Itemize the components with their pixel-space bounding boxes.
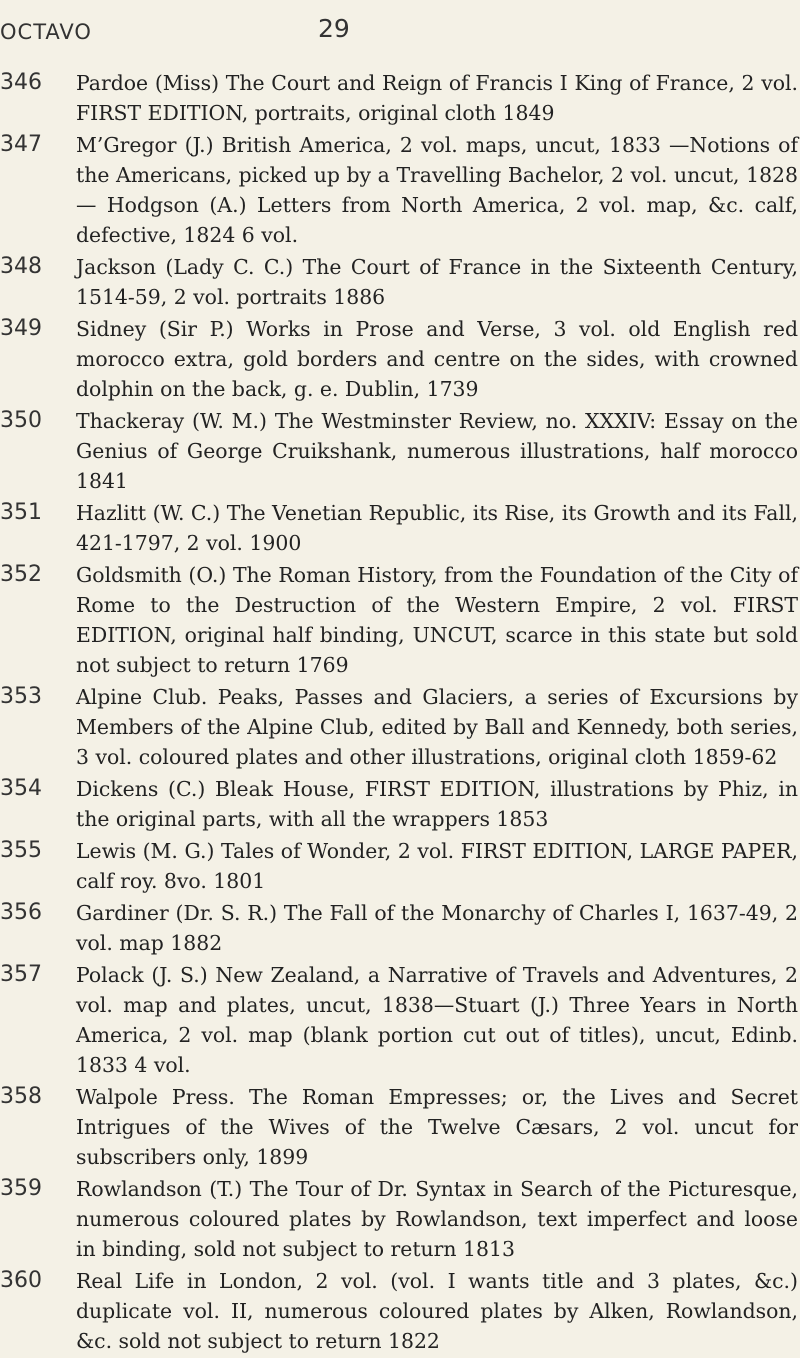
lot-number: 360 <box>0 1268 42 1293</box>
page-number: 29 <box>318 14 350 43</box>
lot-number: 359 <box>0 1176 42 1201</box>
catalogue-entry-360 <box>0 1266 800 1356</box>
lot-description: Walpole Press. The Roman Empresses; or, the Lives and Secret Intrigues of the Wives of the Twelve Cæsars, 2 vol. uncut for subscribers only, 1899 <box>76 1085 798 1169</box>
catalogue-entry-357 <box>0 960 800 1080</box>
lot-description: Sidney (Sir P.) Works in Prose and Verse, 3 vol. old English red morocco extra, gold borders and centre on the sides, with crowned dolphin on the back, g. e. Dublin, 1739 <box>76 317 798 401</box>
lot-number: 350 <box>0 408 42 433</box>
catalogue-entry-358 <box>0 1082 800 1172</box>
catalogue-entry-354 <box>0 774 800 834</box>
lot-description: Gardiner (Dr. S. R.) The Fall of the Monarchy of Charles I, 1637-49, 2 vol. map 1882 <box>76 901 798 955</box>
section-title: OCTAVO <box>0 20 92 44</box>
catalogue-entry-347 <box>0 130 800 250</box>
lot-description: Hazlitt (W. C.) The Venetian Republic, its Rise, its Growth and its Fall, 421-1797, 2 vol. 1900 <box>76 501 798 555</box>
lot-number: 349 <box>0 316 42 341</box>
catalogue-entry-348 <box>0 252 800 312</box>
lot-description: Jackson (Lady C. C.) The Court of France in the Sixteenth Century, 1514-59, 2 vol. portraits 1886 <box>76 255 798 309</box>
lot-description: M’Gregor (J.) British America, 2 vol. maps, uncut, 1833 —Notions of the Americans, picked up by a Travelling Bachelor, 2 vol. uncut, 1828— Hodgson (A.) Letters from North America, 2 vol. map, &c. calf, defective, 1824 6 vol. <box>76 133 798 247</box>
lot-number: 358 <box>0 1084 42 1109</box>
catalogue-entries <box>0 68 800 1358</box>
lot-description: Real Life in London, 2 vol. (vol. I wants title and 3 plates, &c.) duplicate vol. II, numerous coloured plates by Alken, Rowlandson, &c. sold not subject to return 1822 <box>76 1269 798 1353</box>
lot-number: 354 <box>0 776 42 801</box>
catalogue-entry-355 <box>0 836 800 896</box>
lot-description: Alpine Club. Peaks, Passes and Glaciers, a series of Excursions by Members of the Alpine Club, edited by Ball and Kennedy, both series, 3 vol. coloured plates and other illustrations, original cloth 1859-62 <box>76 685 798 769</box>
lot-number: 346 <box>0 70 42 95</box>
lot-description: Lewis (M. G.) Tales of Wonder, 2 vol. FIRST EDITION, LARGE PAPER, calf roy. 8vo. 1801 <box>76 839 798 893</box>
lot-description: Thackeray (W. M.) The Westminster Review, no. XXXIV: Essay on the Genius of George Cruikshank, numerous illustrations, half morocco 1841 <box>76 409 798 493</box>
catalogue-entry-346 <box>0 68 800 128</box>
lot-number: 356 <box>0 900 42 925</box>
lot-description: Dickens (C.) Bleak House, FIRST EDITION, illustrations by Phiz, in the original parts, with all the wrappers 1853 <box>76 777 798 831</box>
lot-description: Polack (J. S.) New Zealand, a Narrative of Travels and Adventures, 2 vol. map and plates, uncut, 1838—Stuart (J.) Three Years in North America, 2 vol. map (blank portion cut out of titles), uncut, Edinb. 1833 4 vol. <box>76 963 798 1077</box>
catalogue-entry-351 <box>0 498 800 558</box>
catalogue-entry-356 <box>0 898 800 958</box>
catalogue-entry-353 <box>0 682 800 772</box>
lot-description: Pardoe (Miss) The Court and Reign of Francis I King of France, 2 vol. FIRST EDITION, portraits, original cloth 1849 <box>76 71 798 125</box>
lot-number: 355 <box>0 838 42 863</box>
page-header <box>0 14 800 54</box>
catalogue-entry-352 <box>0 560 800 680</box>
lot-number: 351 <box>0 500 42 525</box>
catalogue-entry-359 <box>0 1174 800 1264</box>
lot-number: 347 <box>0 132 42 157</box>
catalogue-entry-350 <box>0 406 800 496</box>
lot-number: 348 <box>0 254 42 279</box>
lot-description: Rowlandson (T.) The Tour of Dr. Syntax in Search of the Picturesque, numerous coloured plates by Rowlandson, text imperfect and loose in binding, sold not subject to return 1813 <box>76 1177 798 1261</box>
lot-number: 353 <box>0 684 42 709</box>
lot-number: 357 <box>0 962 42 987</box>
lot-number: 352 <box>0 562 42 587</box>
lot-description: Goldsmith (O.) The Roman History, from the Foundation of the City of Rome to the Destruction of the Western Empire, 2 vol. FIRST EDITION, original half binding, UNCUT, scarce in this state but sold not subject to return 1769 <box>76 563 798 677</box>
catalogue-entry-349 <box>0 314 800 404</box>
